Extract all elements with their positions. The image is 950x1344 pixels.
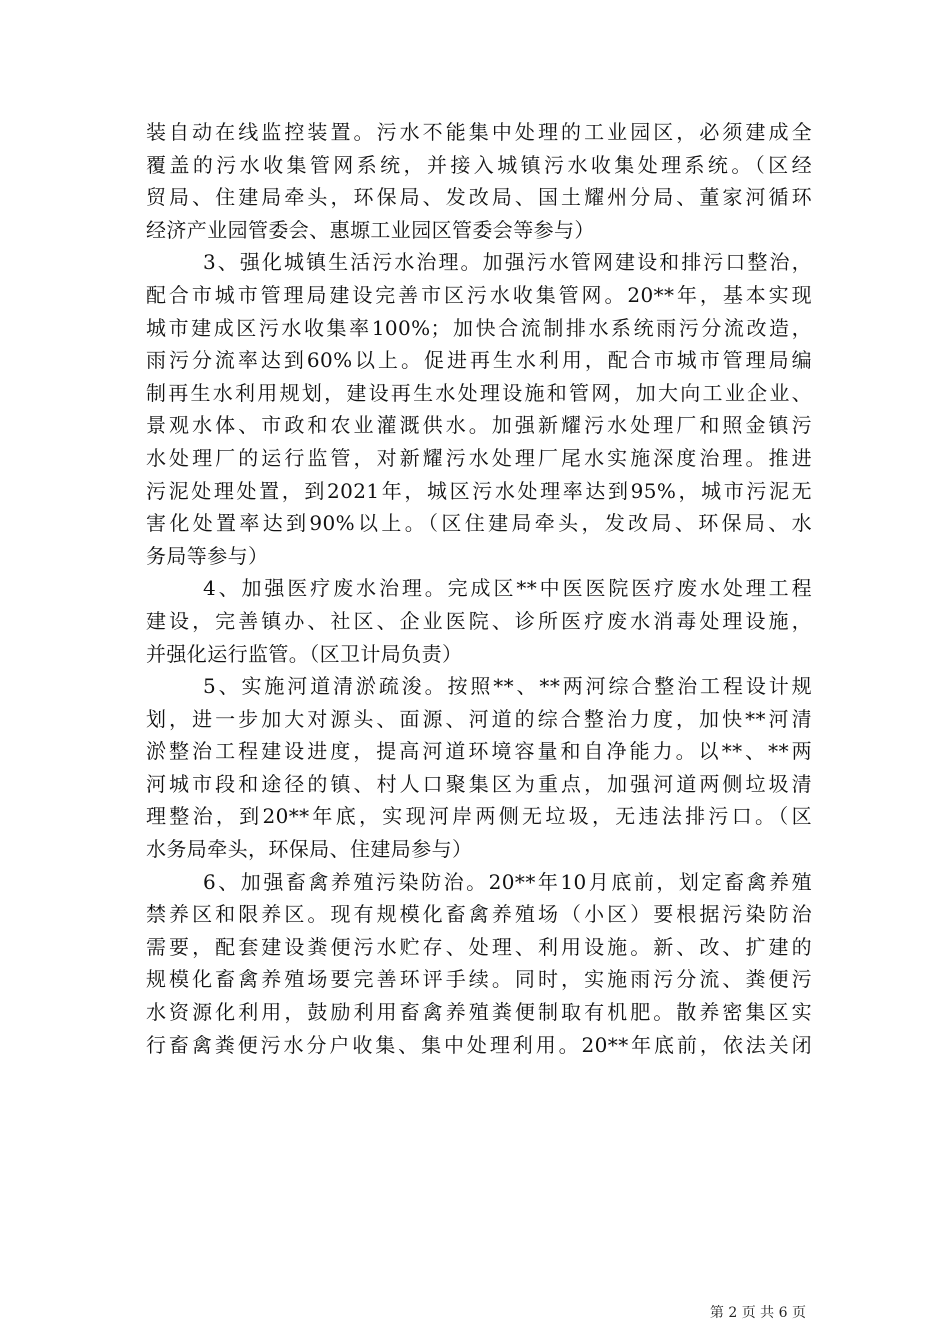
text-line: 覆盖的污水收集管网系统，并接入城镇污水收集处理系统。（区经 bbox=[146, 152, 812, 177]
text-line: 并强化运行监管。（区卫计局负责） bbox=[146, 641, 463, 666]
text-line: 理整治，到20**年底，实现河岸两侧无垃圾，无违法排污口。（区 bbox=[146, 804, 812, 829]
text-line: 建设，完善镇办、社区、企业医院、诊所医疗废水消毒处理设施， bbox=[146, 608, 812, 633]
text-line: 淤整治工程建设进度，提高河道环境容量和自净能力。以**、**两 bbox=[146, 739, 812, 764]
text-line: 5、实施河道清淤疏浚。按照**、**两河综合整治工程设计规 bbox=[203, 674, 812, 699]
paragraph-item-4 bbox=[146, 572, 812, 670]
text-line: 配合市城市管理局建设完善市区污水收集管网。20**年，基本实现 bbox=[146, 282, 812, 307]
paragraph-continuation bbox=[146, 116, 812, 246]
text-line: 制再生水利用规划，建设再生水处理设施和管网，加大向工业企业、 bbox=[146, 380, 812, 405]
text-line: 河城市段和途径的镇、村人口聚集区为重点，加强河道两侧垃圾清 bbox=[146, 771, 812, 796]
paragraph-item-5 bbox=[146, 670, 812, 866]
page-number: 第 2 页 共 6 页 bbox=[709, 1305, 806, 1321]
text-line: 装自动在线监控装置。污水不能集中处理的工业园区，必须建成全 bbox=[146, 120, 812, 144]
text-line: 城市建成区污水收集率100%；加快合流制排水系统雨污分流改造， bbox=[146, 315, 812, 340]
text-line: 贸局、住建局牵头，环保局、发改局、国土耀州分局、董家河循环 bbox=[146, 185, 812, 210]
text-line: 划，进一步加大对源头、面源、河道的综合整治力度，加快**河清 bbox=[146, 706, 812, 731]
paragraph-item-3 bbox=[146, 246, 812, 572]
text-line: 规模化畜禽养殖场要完善环评手续。同时，实施雨污分流、粪便污 bbox=[146, 967, 812, 992]
text-line: 水资源化利用，鼓励利用畜禽养殖粪便制取有机肥。散养密集区实 bbox=[146, 1000, 812, 1025]
text-line: 禁养区和限养区。现有规模化畜禽养殖场（小区）要根据污染防治 bbox=[146, 902, 812, 927]
text-line: 害化处置率达到90%以上。（区住建局牵头，发改局、环保局、水 bbox=[146, 511, 812, 536]
text-line: 4、加强医疗废水治理。完成区**中医医院医疗废水处理工程 bbox=[203, 576, 812, 601]
text-line: 水处理厂的运行监管，对新耀污水处理厂尾水实施深度治理。推进 bbox=[146, 445, 812, 470]
text-line: 景观水体、市政和农业灌溉供水。加强新耀污水处理厂和照金镇污 bbox=[146, 413, 812, 438]
text-line: 污泥处理处置，到2021年，城区污水处理率达到95%，城市污泥无 bbox=[146, 478, 812, 503]
paragraph-item-6 bbox=[146, 866, 812, 1062]
text-line: 3、强化城镇生活污水治理。加强污水管网建设和排污口整治， bbox=[203, 250, 812, 275]
text-line: 需要，配套建设粪便污水贮存、处理、利用设施。新、改、扩建的 bbox=[146, 934, 812, 959]
text-line: 6、加强畜禽养殖污染防治。20**年10月底前，划定畜禽养殖 bbox=[203, 869, 812, 894]
text-line: 务局等参与） bbox=[146, 543, 269, 568]
text-line: 经济产业园管委会、惠塬工业园区管委会等参与） bbox=[146, 217, 595, 242]
document-body bbox=[146, 116, 812, 1061]
text-line: 雨污分流率达到60%以上。促进再生水利用，配合市城市管理局编 bbox=[146, 348, 812, 373]
text-line: 水务局牵头，环保局、住建局参与） bbox=[146, 837, 473, 862]
text-line: 行畜禽粪便污水分户收集、集中处理利用。20**年底前，依法关闭 bbox=[146, 1032, 812, 1057]
